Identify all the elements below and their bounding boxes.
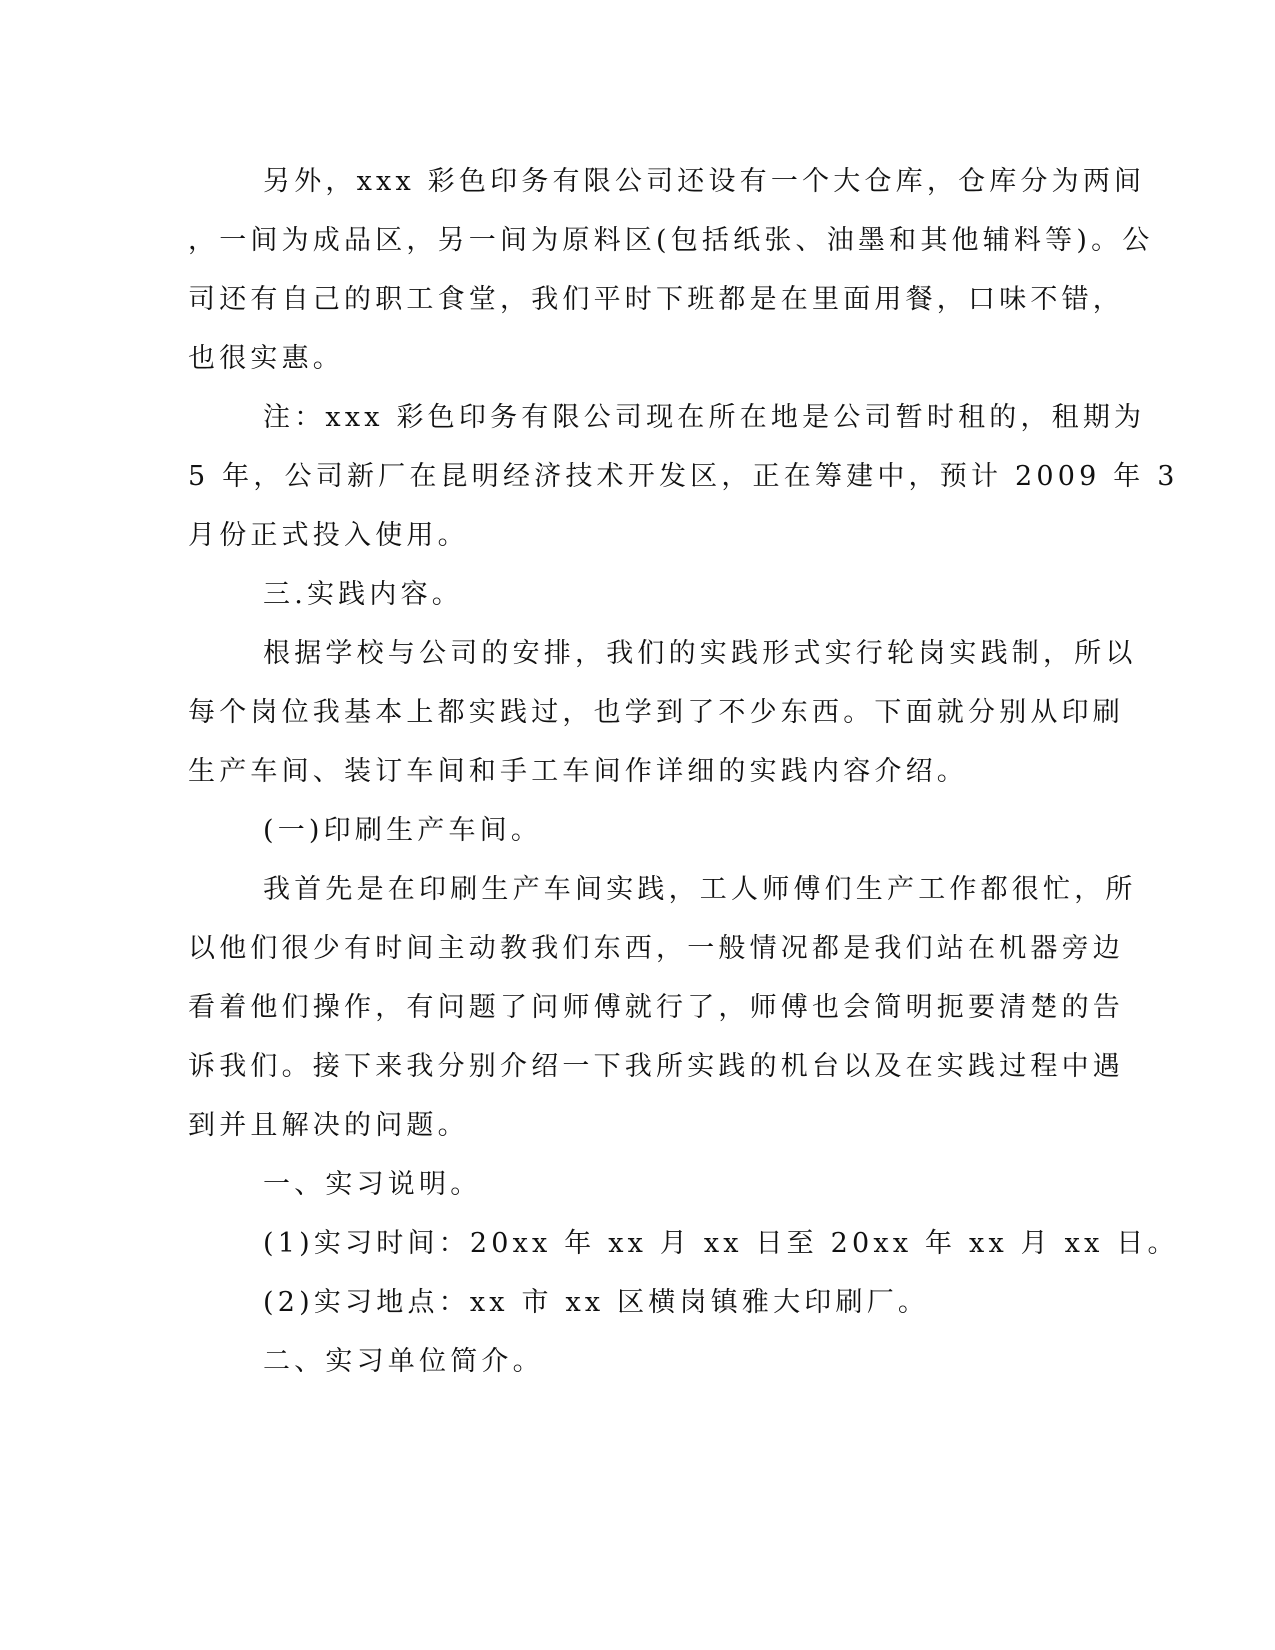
paragraph-1-line-3: 司还有自己的职工食堂，我们平时下班都是在里面用餐，口味不错， — [188, 284, 1124, 315]
note-line-1: 注：xxx 彩色印务有限公司现在所在地是公司暂时租的，租期为 — [263, 402, 1146, 433]
section-heading-practice-content: 三.实践内容。 — [263, 579, 463, 610]
paragraph-1-line-2: ，一间为成品区，另一间为原料区(包括纸张、油墨和其他辅料等)。公 — [188, 225, 1154, 256]
section-heading-internship-notes: 一、实习说明。 — [263, 1169, 482, 1200]
note-line-2: 5 年，公司新厂在昆明经济技术开发区，正在筹建中，预计 2009 年 3 — [188, 461, 1179, 492]
note-line-3: 月份正式投入使用。 — [188, 520, 469, 551]
paragraph-3-line-5: 到并且解决的问题。 — [188, 1110, 469, 1141]
paragraph-2-line-1: 根据学校与公司的安排，我们的实践形式实行轮岗实践制，所以 — [263, 638, 1137, 669]
paragraph-2-line-3: 生产车间、装订车间和手工车间作详细的实践内容介绍。 — [188, 756, 968, 787]
subheading-printing-workshop: (一)印刷生产车间。 — [263, 815, 543, 846]
paragraph-1-line-1: 另外，xxx 彩色印务有限公司还设有一个大仓库，仓库分为两间 — [263, 166, 1146, 197]
internship-location: (2)实习地点：xx 市 xx 区横岗镇雅大印刷厂。 — [263, 1287, 930, 1318]
paragraph-3-line-3: 看着他们操作，有问题了问师傅就行了，师傅也会简明扼要清楚的告 — [188, 992, 1124, 1023]
paragraph-3-line-1: 我首先是在印刷生产车间实践，工人师傅们生产工作都很忙，所 — [263, 874, 1137, 905]
section-heading-company-intro: 二、实习单位简介。 — [263, 1346, 544, 1377]
paragraph-2-line-2: 每个岗位我基本上都实践过，也学到了不少东西。下面就分别从印刷 — [188, 697, 1124, 728]
internship-time: (1)实习时间：20xx 年 xx 月 xx 日至 20xx 年 xx 月 xx 日。 — [263, 1228, 1179, 1259]
paragraph-1-line-4: 也很实惠。 — [188, 343, 344, 374]
paragraph-3-line-2: 以他们很少有时间主动教我们东西，一般情况都是我们站在机器旁边 — [188, 933, 1124, 964]
paragraph-3-line-4: 诉我们。接下来我分别介绍一下我所实践的机台以及在实践过程中遇 — [188, 1051, 1124, 1082]
